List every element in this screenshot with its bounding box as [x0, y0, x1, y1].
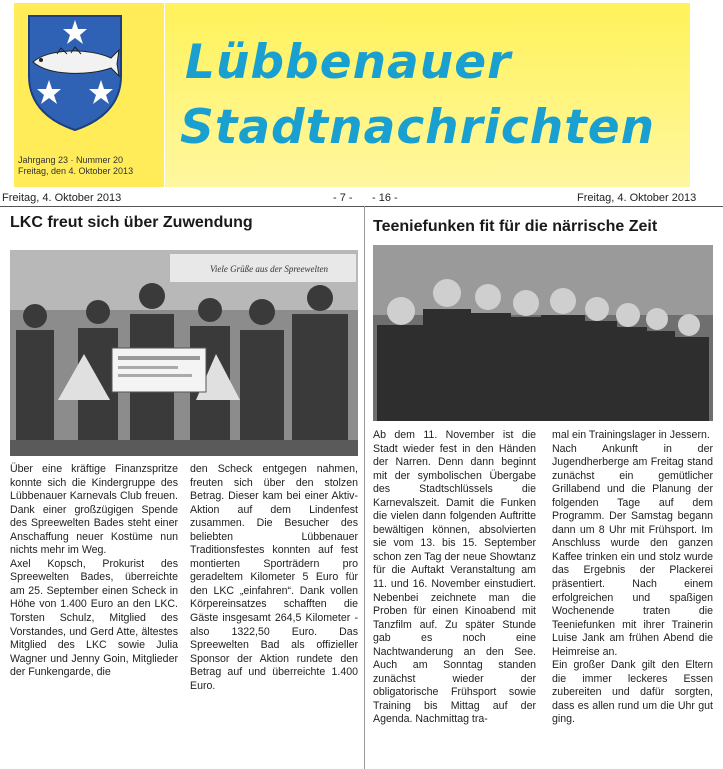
header-rule [0, 206, 723, 207]
photo-banner-text: Viele Grüße aus der Spreewelten [210, 264, 328, 274]
issue-info [18, 155, 133, 177]
left-page-number: - 7 - [333, 192, 353, 204]
teeniefunken-group-photo [373, 245, 713, 421]
left-article-text-2: den Scheck entgegen nahmen, freuten sich über den stolzen Betrag. Dieser kam bei einer Aktiv-Aktion auf dem Lindenfest zusammen. Die Besucher des beliebten Lübbenauer Traditionsfestes konnten auf fest montierten Sporträdern pro geradeltem Kilometer 5 Euro für den LKC „einfahren“. Dank vollen Körpereinsatzes schafften die Gäste insgesamt 264,5 Kilometer - also 1322,50 Euro. Das Spreewelten Bad als offizieller Sponsor der Aktion rundete den Betrag auf und überreichte 1.400 Euro. [190, 463, 358, 692]
left-article-headline: LKC freut sich über Zuwendung [10, 214, 253, 231]
left-article-column-2 [190, 463, 358, 693]
right-article-column-2 [552, 429, 713, 727]
lkc-check-photo [10, 250, 358, 456]
coat-of-arms-icon [27, 14, 123, 132]
left-article-text-1: Über eine kräftige Finanzspritze konnte sich die Kindergruppe des Lübbenauer Karnevals Club freuen. Dank einer großzügigen Spende des Spreewelten Bades steht einer Anschaffung neuer Kostüme nun nichts mehr im Weg. Axel Kopsch, Prokurist des Spreewelten Bades, überreichte am 25. September einen Scheck in Höhe von 1.400 Euro an den LKC. Torsten Schulz, Mitglied des Vorstandes, und Gerd Atte, ältestes Mitglied des LKC sowie Julia Wagner und Jenny Goin, Mitglieder der Funkengarde, die [10, 463, 178, 679]
right-article-headline: Teeniefunken fit für die närrische Zeit [373, 218, 658, 235]
right-page-date: Freitag, 4. Oktober 2013 [577, 192, 697, 204]
left-page-date: Freitag, 4. Oktober 2013 [2, 192, 122, 204]
masthead [0, 0, 723, 190]
right-page-number: - 16 - [372, 192, 398, 204]
right-article-text-2: mal ein Trainingslager in Jessern. Nach Ankunft in der Jugendherberge am Freitag stand zunächst ein gemütlicher Grillabend und die Planung der folgenden Tage auf dem Programm. Der Samstag begann dann um 8 Uhr mit Frühsport. Im Anschluss wurde den ganzen Kaffee trinken ein und stolz wurde das Ergebnis der Plackerei präsentiert. Nach einem erfolgreichen und spaßigen Wochenende traten die Teeniefunken mit ihrer Trainerin Luise Jank am frühen Abend die Heimreise an. Ein großer Dank gilt den Eltern die immer leckeres Essen zubereiten und dafür sorgten, dass es allen rund um die Uhr gut ging. [552, 429, 713, 726]
right-article-text-1: Ab dem 11. November ist die Stadt wieder fest in den Händen der Narren. Denn dann beginnt mit der symbolischen Übergabe des Stadtschlüssels die Karnevalszeit. Damit die Funken die vielen dann folgenden Auftritte bewältigen können, absolvierten sie vom 13. bis 15. September schon zen Tag der neue Showtanz für die Auftakt Veranstaltung am 11. und 16. November einstudiert. Nebenbei zeichnete man die Proben für einen Kinoabend mit Tanzfilm auf. Zu später Stunde gab es noch eine Nachtwanderung an den See. Auch am Sonntag standen zunächst wieder der obligatorische Frühsport sowie Training bis Mittag auf der Agenda. Nachmittag tra- [373, 429, 536, 726]
masthead-banner [165, 3, 690, 187]
left-article-column-1 [10, 463, 178, 680]
issue-date: Freitag, den 4. Oktober 2013 [18, 166, 134, 176]
masthead-title-line1: Lübbenauer [185, 35, 512, 90]
issue-number: Jahrgang 23 · Nummer 20 [18, 155, 124, 165]
masthead-title-line2: Stadtnachrichten [180, 100, 656, 155]
column-divider [364, 206, 365, 769]
right-article-column-1 [373, 429, 536, 727]
